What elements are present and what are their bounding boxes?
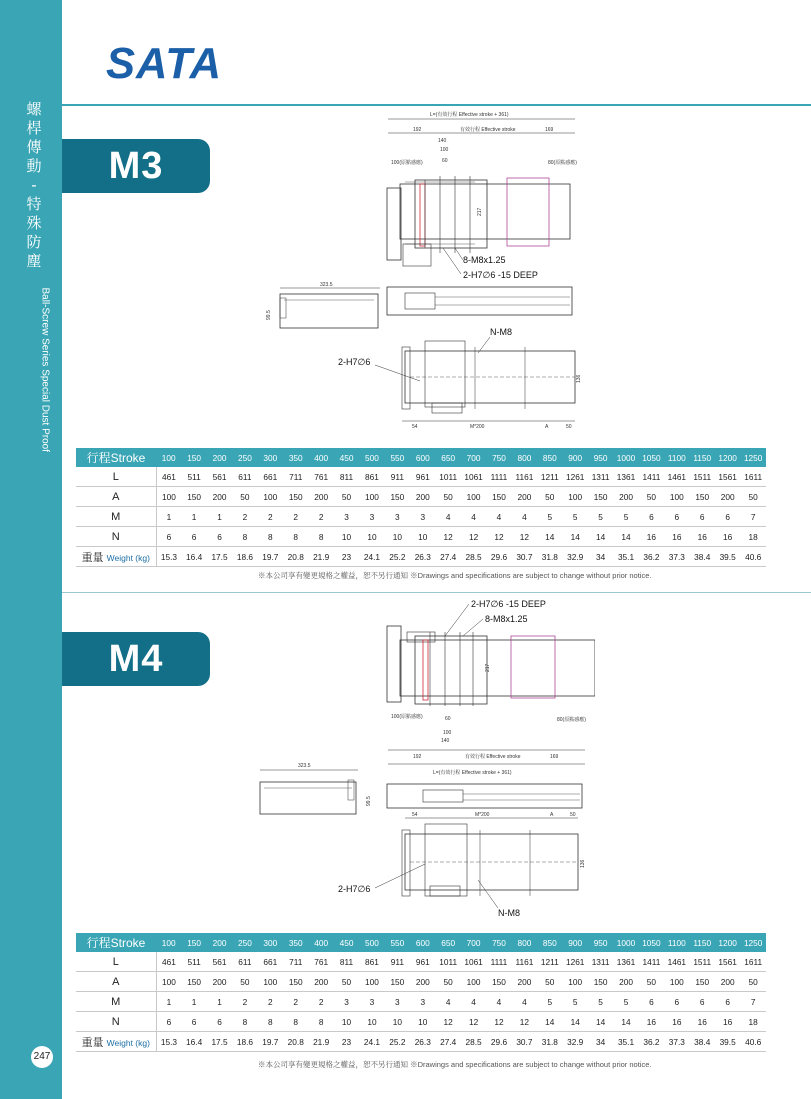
table-row-stroke: 行程Stroke 100 150 200 250 300 350 400 450 500 550 600 650 700 750 800 850 900 950 1000 1050 1100 1150 1200 1250 — [76, 448, 766, 467]
svg-text:M*200: M*200 — [475, 812, 490, 818]
sidebar-char: 桿 — [26, 119, 42, 137]
svg-text:L=(有效行程 Effective stroke + 361: L=(有效行程 Effective stroke + 361) — [433, 770, 512, 776]
svg-text:54: 54 — [412, 812, 418, 818]
svg-text:169: 169 — [550, 754, 559, 760]
svg-text:136: 136 — [576, 374, 582, 383]
table-row-l: L 461 511 561 611 661 711 761 811 861 911 961 1011 1061 1111 1161 1211 1261 1311 1361 1411 1461 1511 1561 1611 — [76, 467, 766, 487]
header-divider — [62, 104, 811, 106]
svg-text:323.5: 323.5 — [320, 282, 333, 288]
svg-text:A: A — [545, 424, 549, 430]
m4-callout-8-m8: 8-M8x1.25 — [485, 614, 528, 624]
m3-front-profile-drawing — [385, 283, 585, 323]
table-row-n: N 6 6 6 8 8 8 8 10 10 10 10 12 12 12 12 14 14 14 14 16 16 16 16 18 — [76, 1012, 766, 1032]
svg-text:60: 60 — [445, 716, 451, 722]
stroke-label: 行程Stroke — [76, 933, 156, 952]
sidebar-char: 傳 — [26, 138, 42, 156]
svg-text:192: 192 — [413, 754, 422, 760]
sidebar-char: 塵 — [26, 252, 42, 270]
m4-callout-h7-deep: 2-H7∅6 -15 DEEP — [471, 599, 546, 609]
table-row-n: N 6 6 6 8 8 8 8 10 10 10 10 12 12 12 12 14 14 14 14 16 16 16 16 18 — [76, 527, 766, 547]
m4-callout-n-m8: N-M8 — [498, 908, 520, 918]
svg-text:50: 50 — [566, 424, 572, 430]
table-row-weight: 重量 Weight (kg) 15.3 16.4 17.5 18.6 19.7 20.8 21.9 23 24.1 25.2 26.3 27.4 28.5 29.6 30.7 31.8 32.9 34 35.1 36.2 37.3 38.4 39.5 40.6 — [76, 547, 766, 567]
disclaimer-note-m4: ※本公司享有變更規格之權益，恕不另行通知 ※Drawings and specifications are subject to change without prior notice. — [258, 1060, 652, 1069]
m3-callout-h7: 2-H7∅6 — [338, 357, 371, 367]
svg-text:140: 140 — [438, 138, 447, 144]
sidebar-char: 特 — [26, 195, 42, 213]
sidebar-char: 螺 — [26, 100, 42, 118]
sidebar-char: 防 — [26, 233, 42, 251]
svg-text:SATA: SATA — [106, 40, 222, 84]
svg-text:136: 136 — [580, 859, 586, 868]
svg-text:100: 100 — [440, 147, 449, 153]
sata-logo — [106, 40, 224, 84]
svg-text:99.5: 99.5 — [366, 796, 372, 806]
svg-text:54: 54 — [412, 424, 418, 430]
model-tab-m3: M3 — [62, 139, 210, 193]
svg-text:有效行程 Effective stroke: 有效行程 Effective stroke — [460, 127, 516, 133]
m4-top-view-drawing — [385, 596, 595, 781]
m3-callout-8-m8: 8-M8x1.25 — [463, 255, 506, 265]
table-row-a: A 100 150 200 50 100 150 200 50 100 150 200 50 100 150 200 50 100 150 200 50 100 150 200 50 — [76, 487, 766, 507]
m3-dim-l: L=(有效行程 Effective stroke + 361) — [430, 112, 509, 118]
svg-text:99.5: 99.5 — [266, 310, 272, 320]
m4-callout-h7: 2-H7∅6 — [338, 884, 371, 894]
sidebar-char: 動 — [26, 157, 42, 175]
svg-text:192: 192 — [413, 127, 422, 133]
svg-text:100(原點感應): 100(原點感應) — [391, 714, 423, 720]
table-row-weight: 重量 Weight (kg) 15.3 16.4 17.5 18.6 19.7 20.8 21.9 23 24.1 25.2 26.3 27.4 28.5 29.6 30.7 31.8 32.9 34 35.1 36.2 37.3 38.4 39.5 40.6 — [76, 1032, 766, 1052]
svg-text:217: 217 — [485, 663, 491, 672]
svg-text:169: 169 — [545, 127, 554, 133]
svg-text:100(原點感應): 100(原點感應) — [391, 160, 423, 166]
table-row-m: M 1 1 1 2 2 2 2 3 3 3 3 4 4 4 4 5 5 5 5 6 6 6 6 7 — [76, 507, 766, 527]
m3-callout-h7-deep: 2-H7∅6 -15 DEEP — [463, 270, 538, 278]
m4-bottom-view-drawing — [330, 812, 600, 924]
sidebar — [0, 0, 62, 1099]
svg-text:80(原點感應): 80(原點感應) — [557, 717, 586, 723]
spec-table-m4 — [76, 933, 766, 1052]
disclaimer-note-m3: ※本公司享有變更規格之權益，恕不另行通知 ※Drawings and specifications are subject to change without prior notice. — [258, 571, 652, 580]
page-number: 247 — [31, 1046, 53, 1068]
svg-text:140: 140 — [441, 738, 450, 744]
spec-table-m3 — [76, 448, 766, 567]
sidebar-char: - — [31, 176, 37, 194]
sidebar-char: 殊 — [26, 214, 42, 232]
stroke-label: 行程Stroke — [76, 448, 156, 467]
svg-text:50: 50 — [570, 812, 576, 818]
svg-text:100: 100 — [443, 730, 452, 736]
model-tab-m4: M4 — [62, 632, 210, 686]
table-row-a: A 100 150 200 50 100 150 200 50 100 150 200 50 100 150 200 50 100 150 200 50 100 150 200 50 — [76, 972, 766, 992]
sidebar-english-title: Ball-Screw Series Special Dust Proof — [39, 287, 51, 453]
svg-text:M*200: M*200 — [470, 424, 485, 430]
svg-text:60: 60 — [442, 158, 448, 164]
m3-bottom-view-drawing — [330, 325, 590, 435]
m4-side-view-drawing — [258, 758, 388, 816]
table-row-m: M 1 1 1 2 2 2 2 3 3 3 3 4 4 4 4 5 5 5 5 6 6 6 6 7 — [76, 992, 766, 1012]
svg-text:217: 217 — [477, 207, 483, 216]
section-divider — [62, 592, 811, 593]
table-row-stroke: 行程Stroke 100 150 200 250 300 350 400 450 500 550 600 650 700 750 800 850 900 950 1000 1050 1100 1150 1200 1250 — [76, 933, 766, 952]
svg-text:A: A — [550, 812, 554, 818]
svg-text:80(原點感應): 80(原點感應) — [548, 160, 577, 166]
sidebar-chinese-title — [24, 100, 44, 271]
m3-top-view-drawing — [385, 108, 585, 278]
m4-front-profile-drawing — [385, 782, 585, 812]
table-row-l: L 461 511 561 611 661 711 761 811 861 911 961 1011 1061 1111 1161 1211 1261 1311 1361 1411 1461 1511 1561 1611 — [76, 952, 766, 972]
svg-text:323.5: 323.5 — [298, 763, 311, 769]
svg-text:有效行程 Effective stroke: 有效行程 Effective stroke — [465, 754, 521, 760]
m3-callout-n-m8: N-M8 — [490, 327, 512, 337]
